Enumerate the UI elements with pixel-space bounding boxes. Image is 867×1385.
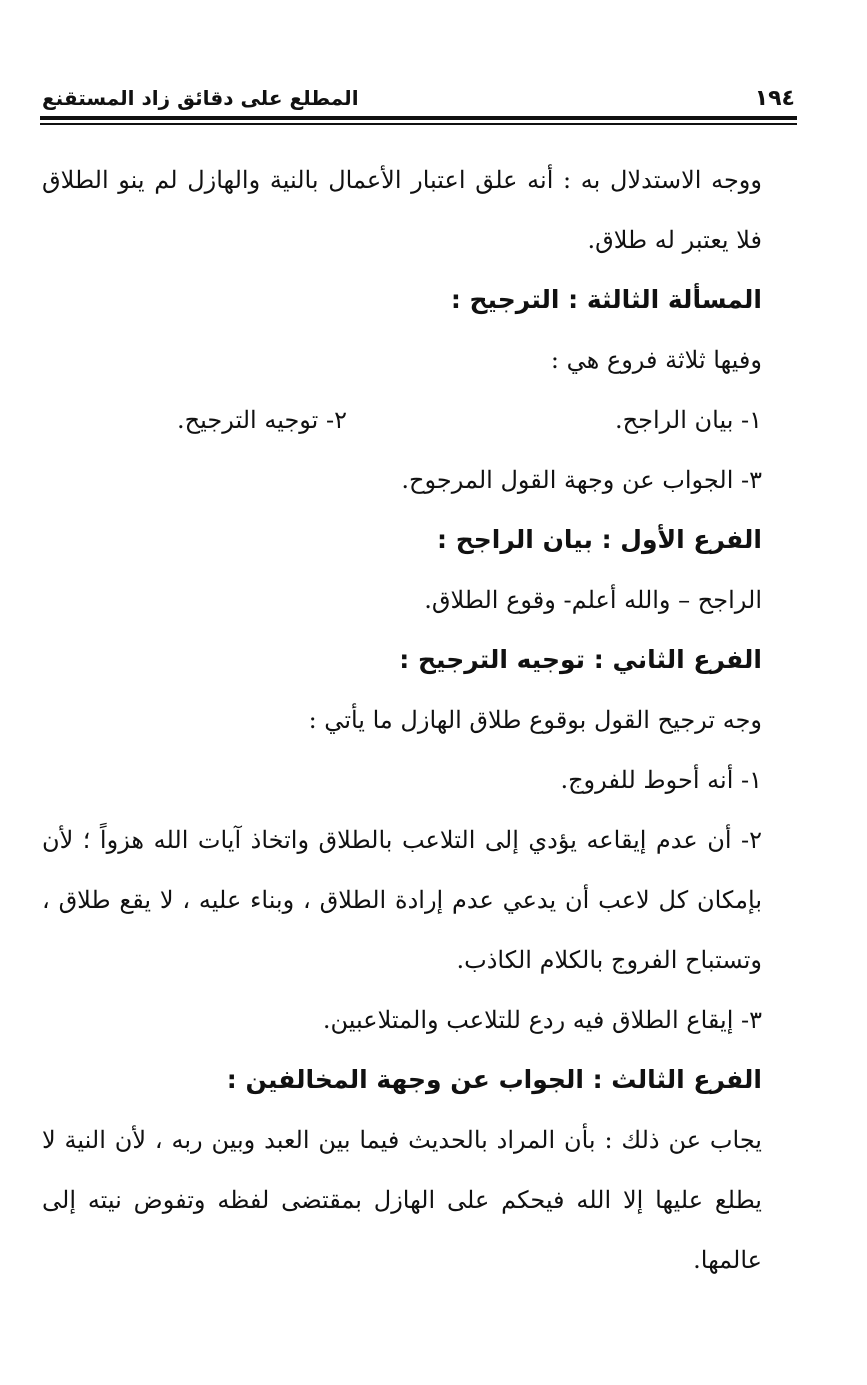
header-rule-thick <box>40 116 797 120</box>
heading-branch-three: الفرع الثالث : الجواب عن وجهة المخالفين : <box>226 1065 762 1094</box>
paragraph-branches-intro: وفيها ثلاثة فروع هي : <box>550 346 762 374</box>
page-number: ١٩٤ <box>754 85 795 111</box>
branch-item-3: ٣- الجواب عن وجهة القول المرجوح. <box>401 466 762 494</box>
paragraph-inference: ووجه الاستدلال به : أنه علق اعتبار الأعمال بالنية والهازل لم ينو الطلاق فلا يعتبر له طلاق. <box>42 166 762 254</box>
reason-2: ٢- أن عدم إيقاعه يؤدي إلى التلاعب بالطلاق واتخاذ آيات الله هزواً ؛ لأن بإمكان كل لاعب أن يدعي عدم إرادة الطلاق ، وبناء عليه ، لا يقع طلاق ، وتستباح الفروج بالكلام الكاذب. <box>42 826 762 974</box>
page-header <box>42 84 795 112</box>
reason-1: ١- أنه أحوط للفروج. <box>560 766 762 794</box>
paragraph-branch-two: وجه ترجيح القول بوقوع طلاق الهازل ما يأتي : <box>308 706 762 734</box>
heading-branch-one: الفرع الأول : بيان الراجح : <box>437 525 762 554</box>
paragraph-branch-one: الراجح – والله أعلم- وقوع الطلاق. <box>424 586 762 614</box>
page-body <box>42 150 762 1290</box>
branch-item-1: ١- بيان الراجح. <box>615 406 762 434</box>
book-title: المطلع على دقائق زاد المستقنع <box>42 86 359 110</box>
heading-issue-three: المسألة الثالثة : الترجيح : <box>450 285 762 314</box>
paragraph-branch-three: يجاب عن ذلك : بأن المراد بالحديث فيما بين العبد وبين ربه ، لأن النية لا يطلع عليها إلا الله فيحكم على الهازل بمقتضى لفظه وتفوض نيته إلى عالمها. <box>42 1126 762 1274</box>
header-rule-thin <box>40 123 797 125</box>
heading-branch-two: الفرع الثاني : توجيه الترجيح : <box>399 645 762 674</box>
branch-item-2: ٢- توجيه الترجيح. <box>177 406 347 434</box>
reason-3: ٣- إيقاع الطلاق فيه ردع للتلاعب والمتلاعبين. <box>322 1006 762 1034</box>
branch-list-row <box>42 390 762 450</box>
